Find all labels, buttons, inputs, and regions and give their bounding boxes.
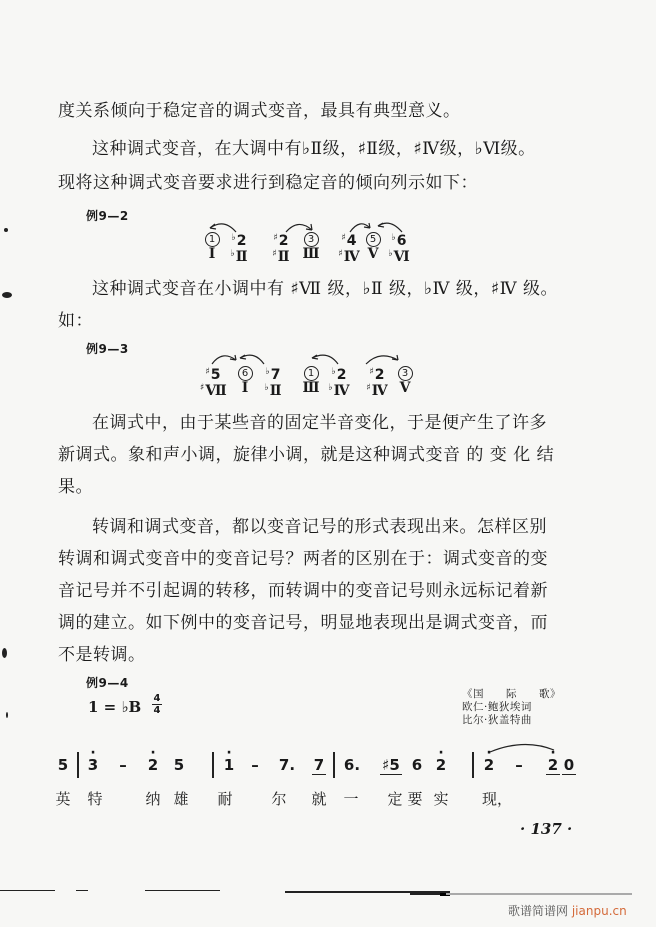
lyric: 纳 — [145, 790, 161, 808]
example-label-9-2: 例9—2 — [86, 209, 129, 223]
scan-speck — [2, 648, 7, 658]
lyric: 要 — [407, 790, 423, 808]
paragraph-line: 这种调式变音，在大调中有♭Ⅱ级，♯Ⅱ级，♯Ⅳ级，♭Ⅵ级。 — [92, 139, 536, 159]
scale-degree-6: 6 Ⅰ — [232, 364, 258, 396]
scale-degree-3: 3 Ⅲ — [302, 234, 320, 262]
paragraph-line: 音记号并不引起调的转移，而转调中的变音记号则永远标记着新 — [58, 581, 548, 601]
note: · 2 — [434, 756, 448, 774]
barline — [333, 752, 335, 778]
dash: – — [251, 756, 259, 774]
paragraph-line: 这种调式变音在小调中有 ♯Ⅶ 级，♭Ⅱ 级，♭Ⅳ 级，♯Ⅳ 级。 — [92, 279, 558, 299]
time-signature: 4 4 — [153, 693, 161, 716]
barline — [77, 752, 79, 778]
lyric: 尔 — [271, 790, 287, 808]
scan-speck — [2, 292, 12, 298]
lyric: 就 — [311, 790, 327, 808]
lyric: 实 — [433, 790, 449, 808]
lyric: 雄 — [173, 790, 189, 808]
scale-degree-flat-7: ♭7 ♭Ⅱ — [264, 367, 282, 399]
note: ♯5 — [380, 756, 402, 775]
scale-degree-1: 1 Ⅲ — [302, 368, 320, 396]
note: · 1 — [222, 756, 236, 774]
scale-degree-sharp-4: ♯4 ♯Ⅳ — [338, 233, 360, 265]
tie — [488, 742, 568, 754]
note: 5 — [57, 756, 69, 774]
note: · 3 — [86, 756, 100, 774]
lyric: 英 — [55, 790, 71, 808]
note: 6 — [411, 756, 423, 774]
dash: – — [119, 756, 127, 774]
scale-degree-1: 1 Ⅰ — [199, 230, 225, 262]
barline — [212, 752, 214, 778]
watermark: 歌谱简谱网 jianpu.cn — [508, 904, 627, 918]
note: 7. — [278, 756, 296, 774]
scale-degree-flat-2: ♭2 ♭Ⅱ — [230, 233, 248, 265]
lyric: 定 — [387, 790, 403, 808]
scan-line — [446, 893, 632, 895]
song-title: 《国 际 歌》 — [462, 688, 561, 700]
paragraph-line: 度关系倾向于稳定音的调式变音，最具有典型意义。 — [58, 101, 461, 121]
note: 6. — [343, 756, 361, 774]
example-label-9-4: 例9—4 — [86, 676, 129, 690]
paragraph-line: 调的建立。如下例中的变音记号，明显地表现出是调式变音，而 — [58, 613, 548, 633]
scan-line — [145, 890, 220, 891]
paragraph-line: 不是转调。 — [58, 645, 146, 665]
lyric: 现， — [482, 790, 513, 808]
page-number: · 137 · — [520, 820, 573, 838]
scale-degree-sharp-2: ♯2 ♯Ⅱ — [272, 233, 290, 265]
lyric: 特 — [87, 790, 103, 808]
paragraph-line: 现将这种调式变音要求进行到稳定音的倾向列示如下： — [58, 173, 478, 193]
example-label-9-3: 例9—3 — [86, 342, 129, 356]
scale-degree-5: 5 Ⅴ — [360, 230, 386, 262]
paragraph-line: 果。 — [58, 477, 93, 497]
lyric: 一 — [343, 790, 359, 808]
note: · 2 — [482, 756, 496, 774]
paragraph-line: 新调式。象和声小调，旋律小调，就是这种调式变音 的 变 化 结 — [58, 445, 555, 465]
lyricist: 欧仁·鲍狄埃词 — [462, 701, 532, 713]
paragraph-line: 如： — [58, 311, 93, 331]
scale-degree-3: 3 Ⅴ — [392, 364, 418, 396]
scan-line — [76, 890, 88, 891]
scan-line — [0, 890, 55, 891]
scale-degree-flat-6: ♭6 ♭Ⅵ — [388, 233, 410, 265]
paragraph-line: 转调和调式变音中的变音记号？两者的区别在于：调式变音的变 — [58, 549, 548, 569]
jianpu-score — [0, 748, 656, 818]
barline — [472, 752, 474, 778]
key-signature: 1 = ♭B — [88, 698, 142, 716]
scan-speck — [4, 228, 8, 232]
composer: 比尔·狄盖特曲 — [462, 714, 532, 726]
lyric: 耐 — [217, 790, 233, 808]
note: · 2 — [146, 756, 160, 774]
note: 5 — [173, 756, 185, 774]
paragraph-line: 在调式中，由于某些音的固定半音变化，于是便产生了许多 — [92, 413, 547, 433]
note: 7 — [313, 756, 325, 774]
scale-degree-flat-2: ♭2 ♭Ⅳ — [328, 367, 350, 399]
paragraph-line: 转调和调式变音，都以变音记号的形式表现出来。怎样区别 — [92, 517, 547, 537]
note: · 2 — [546, 756, 560, 775]
song-credits — [462, 688, 561, 727]
dash: – — [515, 756, 523, 774]
scale-degree-sharp-5: ♯5 ♯Ⅶ — [200, 367, 227, 399]
rest: 0 — [563, 756, 575, 774]
scale-degree-sharp-2: ♯2 ♯Ⅳ — [366, 367, 388, 399]
scan-speck — [6, 712, 8, 718]
